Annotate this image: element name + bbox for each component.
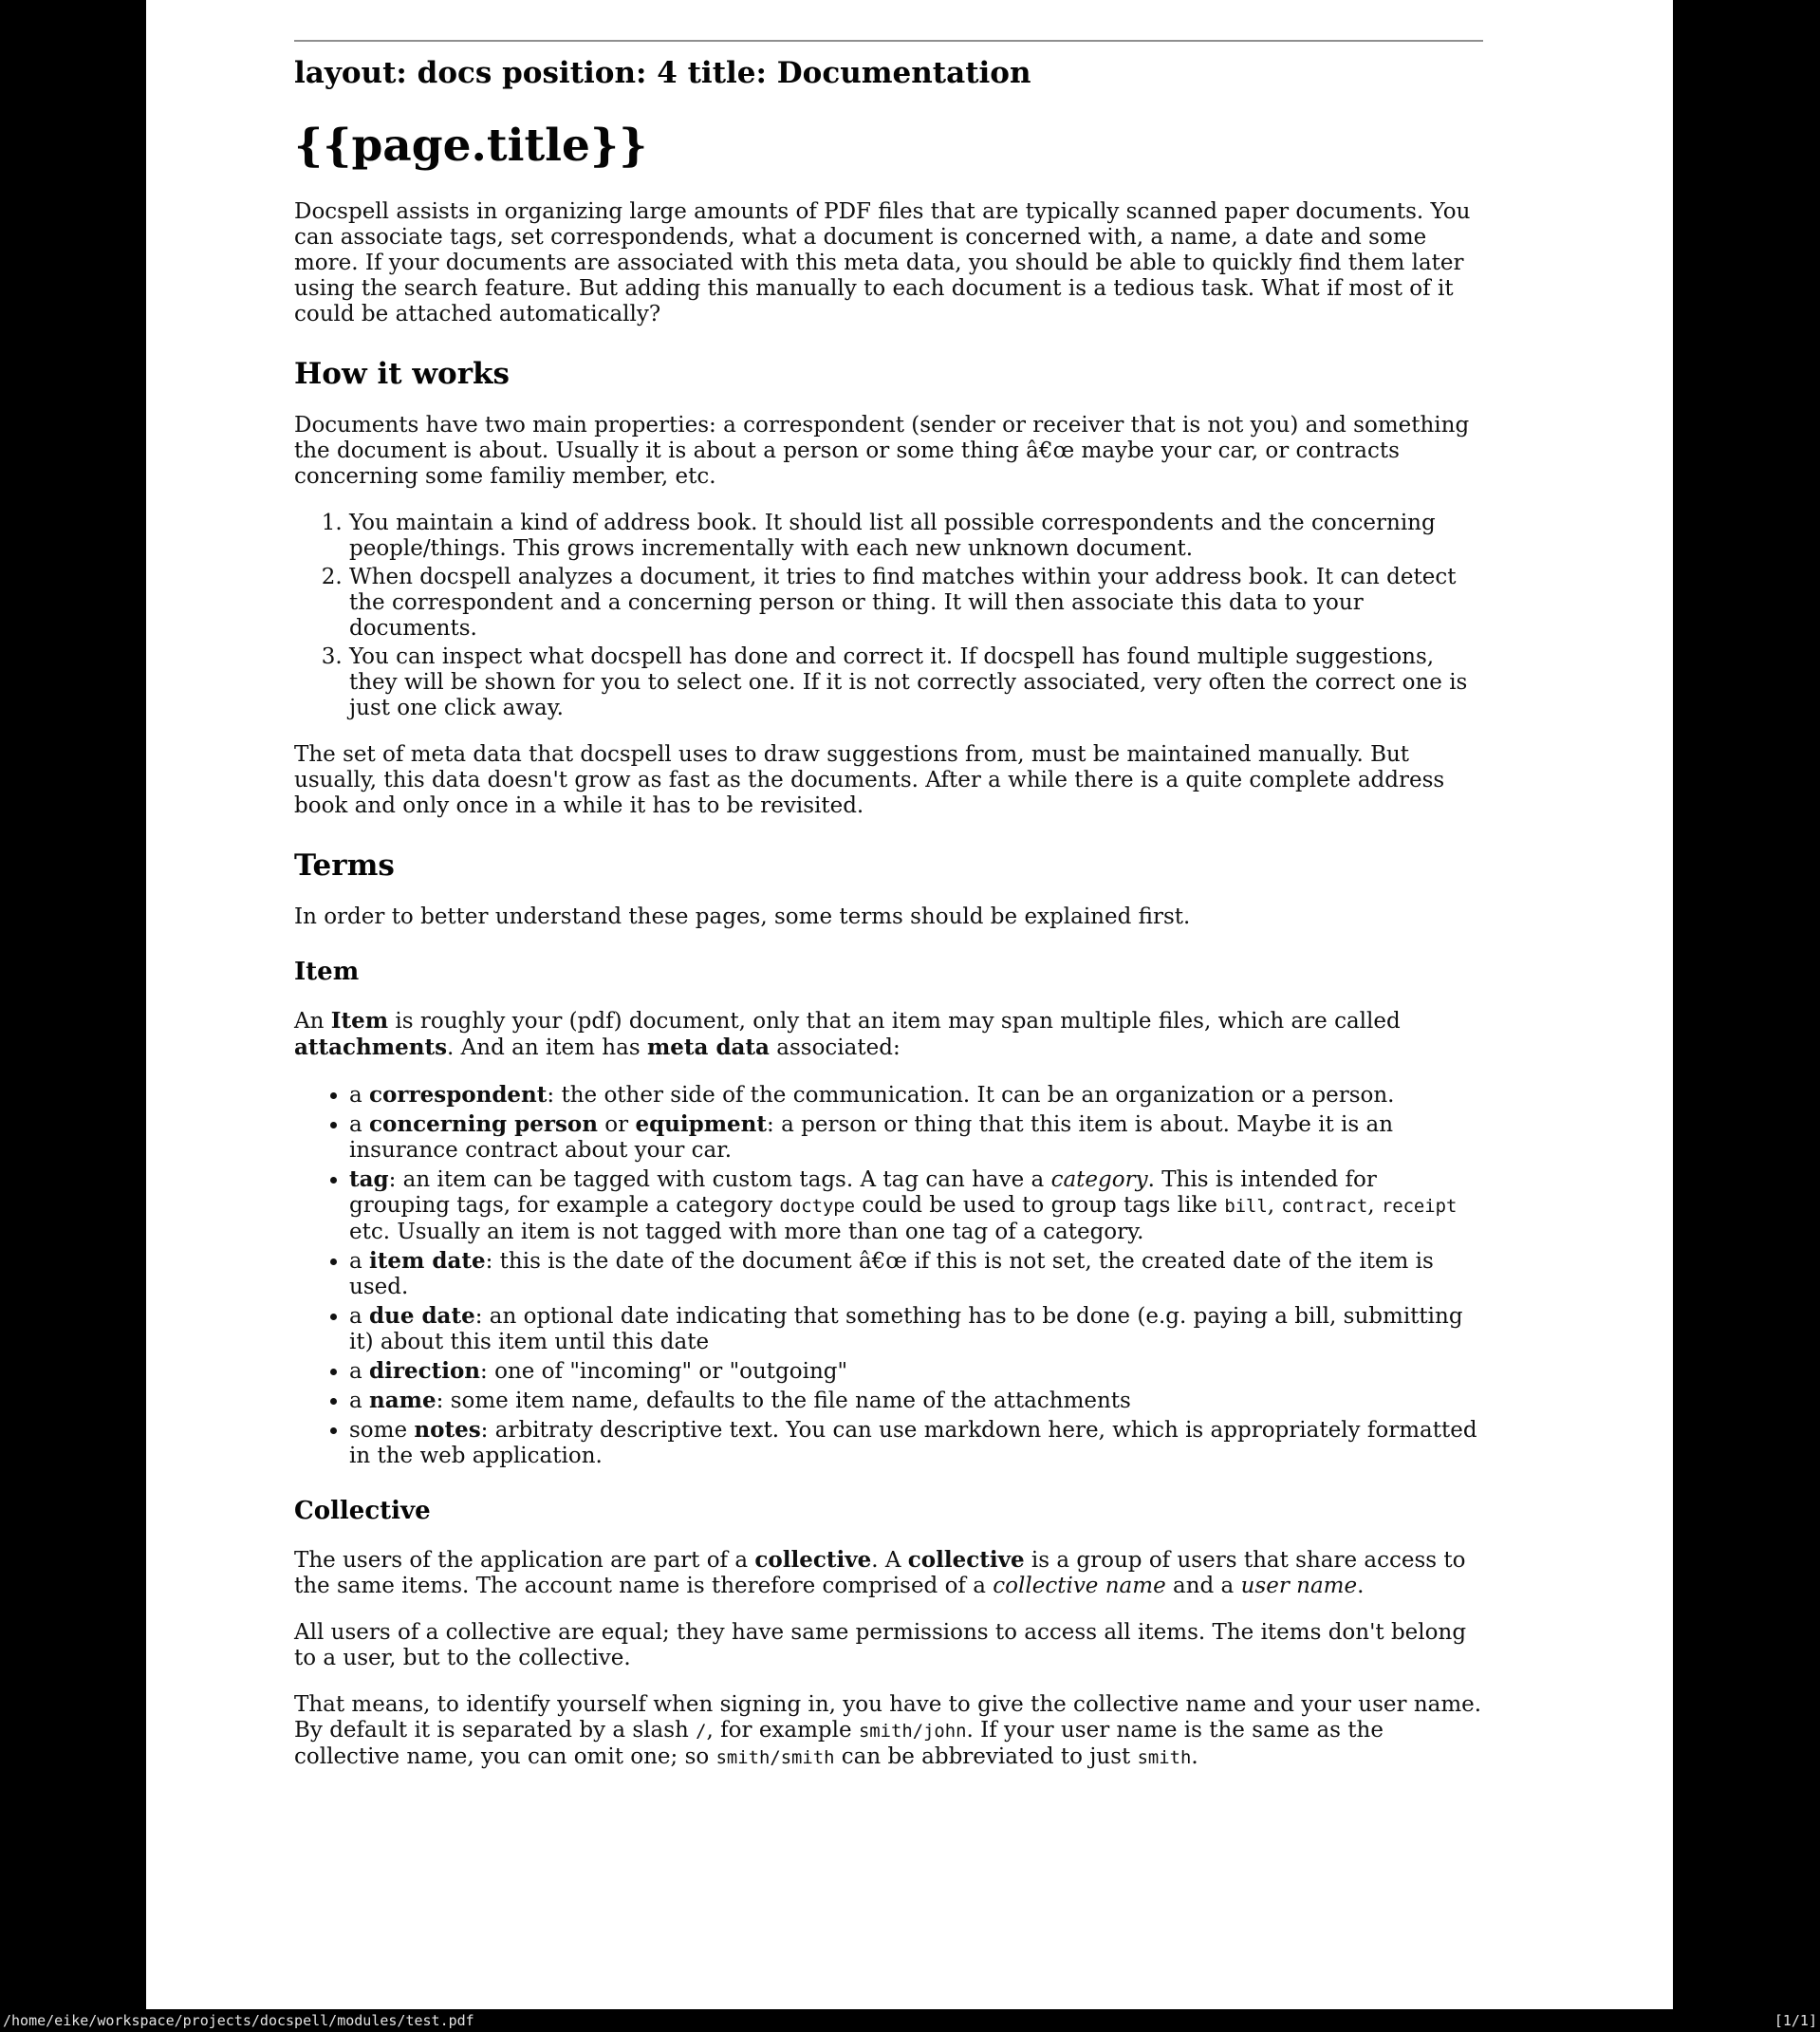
- statusbar-file-path: /home/eike/workspace/projects/docspell/modules/test.pdf: [3, 2012, 474, 2029]
- item-meta-list: [294, 1082, 1483, 1469]
- step-item: 2. When docspell analyzes a document, it tries to find matches within your address book. It can detect the correspondent and a concerning person or thing. It will then associate this data to your documents.: [349, 565, 1483, 642]
- meta-bullet-name: • a name: some item name, defaults to the file name of the attachments: [349, 1388, 1483, 1414]
- subsection-heading-item: Item: [294, 958, 360, 986]
- how-it-works-outro-paragraph: The set of meta data that docspell uses to draw suggestions from, must be maintained manually. But usually, this data doesn't grow as fast as the documents. After a while there is a quite complete address book and only once in a while it has to be revisited.: [294, 742, 1445, 818]
- meta-bullet-due-date: • a due date: an optional date indicating that something has to be done (e.g. paying a bill, submitting it) about this item until this date: [349, 1303, 1483, 1355]
- page-title: {{page.title}}: [294, 120, 648, 172]
- step-item: 1. You maintain a kind of address book. It should list all possible correspondents and the concerning people/things. This grows incrementally with each new unknown document.: [349, 511, 1483, 562]
- collective-paragraph: The users of the application are part of a collective. A collective is a group of users that share access to the same items. The account name is therefore comprised of a collective name and a user name.: [294, 1547, 1466, 1598]
- meta-bullet-correspondent: • a correspondent: the other side of the communication. It can be an organization or a person.: [349, 1082, 1483, 1109]
- statusbar: [0, 2009, 1820, 2032]
- how-it-works-paragraph: Documents have two main properties: a correspondent (sender or receiver that is not you) and something the document is about. Usually it is about a person or some thing â€œ maybe your car, or contracts concerning some familiy member, etc.: [294, 413, 1470, 489]
- front-matter-rule: [294, 40, 1483, 42]
- front-matter-heading: layout: docs position: 4 title: Documentation: [294, 56, 1031, 90]
- section-heading-how-it-works: How it works: [294, 357, 510, 391]
- meta-bullet-item-date: • a item date: this is the date of the document â€œ if this is not set, the created date of the item is used.: [349, 1248, 1483, 1300]
- statusbar-page-indicator: [1/1]: [1774, 2012, 1817, 2029]
- document-content: [146, 0, 1673, 1771]
- meta-bullet-concerning: • a concerning person or equipment: a person or thing that this item is about. Maybe it is an insurance contract about your car.: [349, 1111, 1483, 1164]
- intro-paragraph: Docspell assists in organizing large amounts of PDF files that are typically scanned paper documents. You can associate tags, set correspondends, what a document is concerned with, a name, a date and some more. If your documents are associated with this meta data, you should be able to quickly find them later using the search feature. But adding this manually to each document is a tedious task. What if most of it could be attached automatically?: [294, 199, 1471, 326]
- pdf-page[interactable]: [146, 0, 1673, 2009]
- collective-paragraph: That means, to identify yourself when signing in, you have to give the collective name and your user name. By default it is separated by a slash /, for example smith/john. If your user name is the same as the collective name, you can omit one; so smith/smith can be abbreviated to just smith.: [294, 1692, 1482, 1769]
- collective-paragraph: All users of a collective are equal; they have same permissions to access all items. The items don't belong to a user, but to the collective.: [294, 1620, 1467, 1670]
- terms-intro-paragraph: In order to better understand these pages, some terms should be explained first.: [294, 904, 1191, 929]
- item-paragraph: An Item is roughly your (pdf) document, only that an item may span multiple files, which are called attachments. And an item has meta data associated:: [294, 1008, 1401, 1060]
- section-heading-terms: Terms: [294, 848, 395, 883]
- meta-bullet-notes: • some notes: arbitraty descriptive text. You can use markdown here, which is appropriately formatted in the web application.: [349, 1417, 1483, 1469]
- steps-list: [294, 511, 1483, 721]
- meta-bullet-direction: • a direction: one of "incoming" or "outgoing": [349, 1358, 1483, 1385]
- step-item: 3. You can inspect what docspell has done and correct it. If docspell has found multiple suggestions, they will be shown for you to select one. If it is not correctly associated, very often the correct one is just one click away.: [349, 644, 1483, 721]
- meta-bullet-tag: • tag: an item can be tagged with custom tags. A tag can have a category. This is intended for grouping tags, for example a category doctype could be used to group tags like bill, contract, receipt etc. Usually an item is not tagged with more than one tag of a category.: [349, 1166, 1483, 1245]
- subsection-heading-collective: Collective: [294, 1497, 431, 1525]
